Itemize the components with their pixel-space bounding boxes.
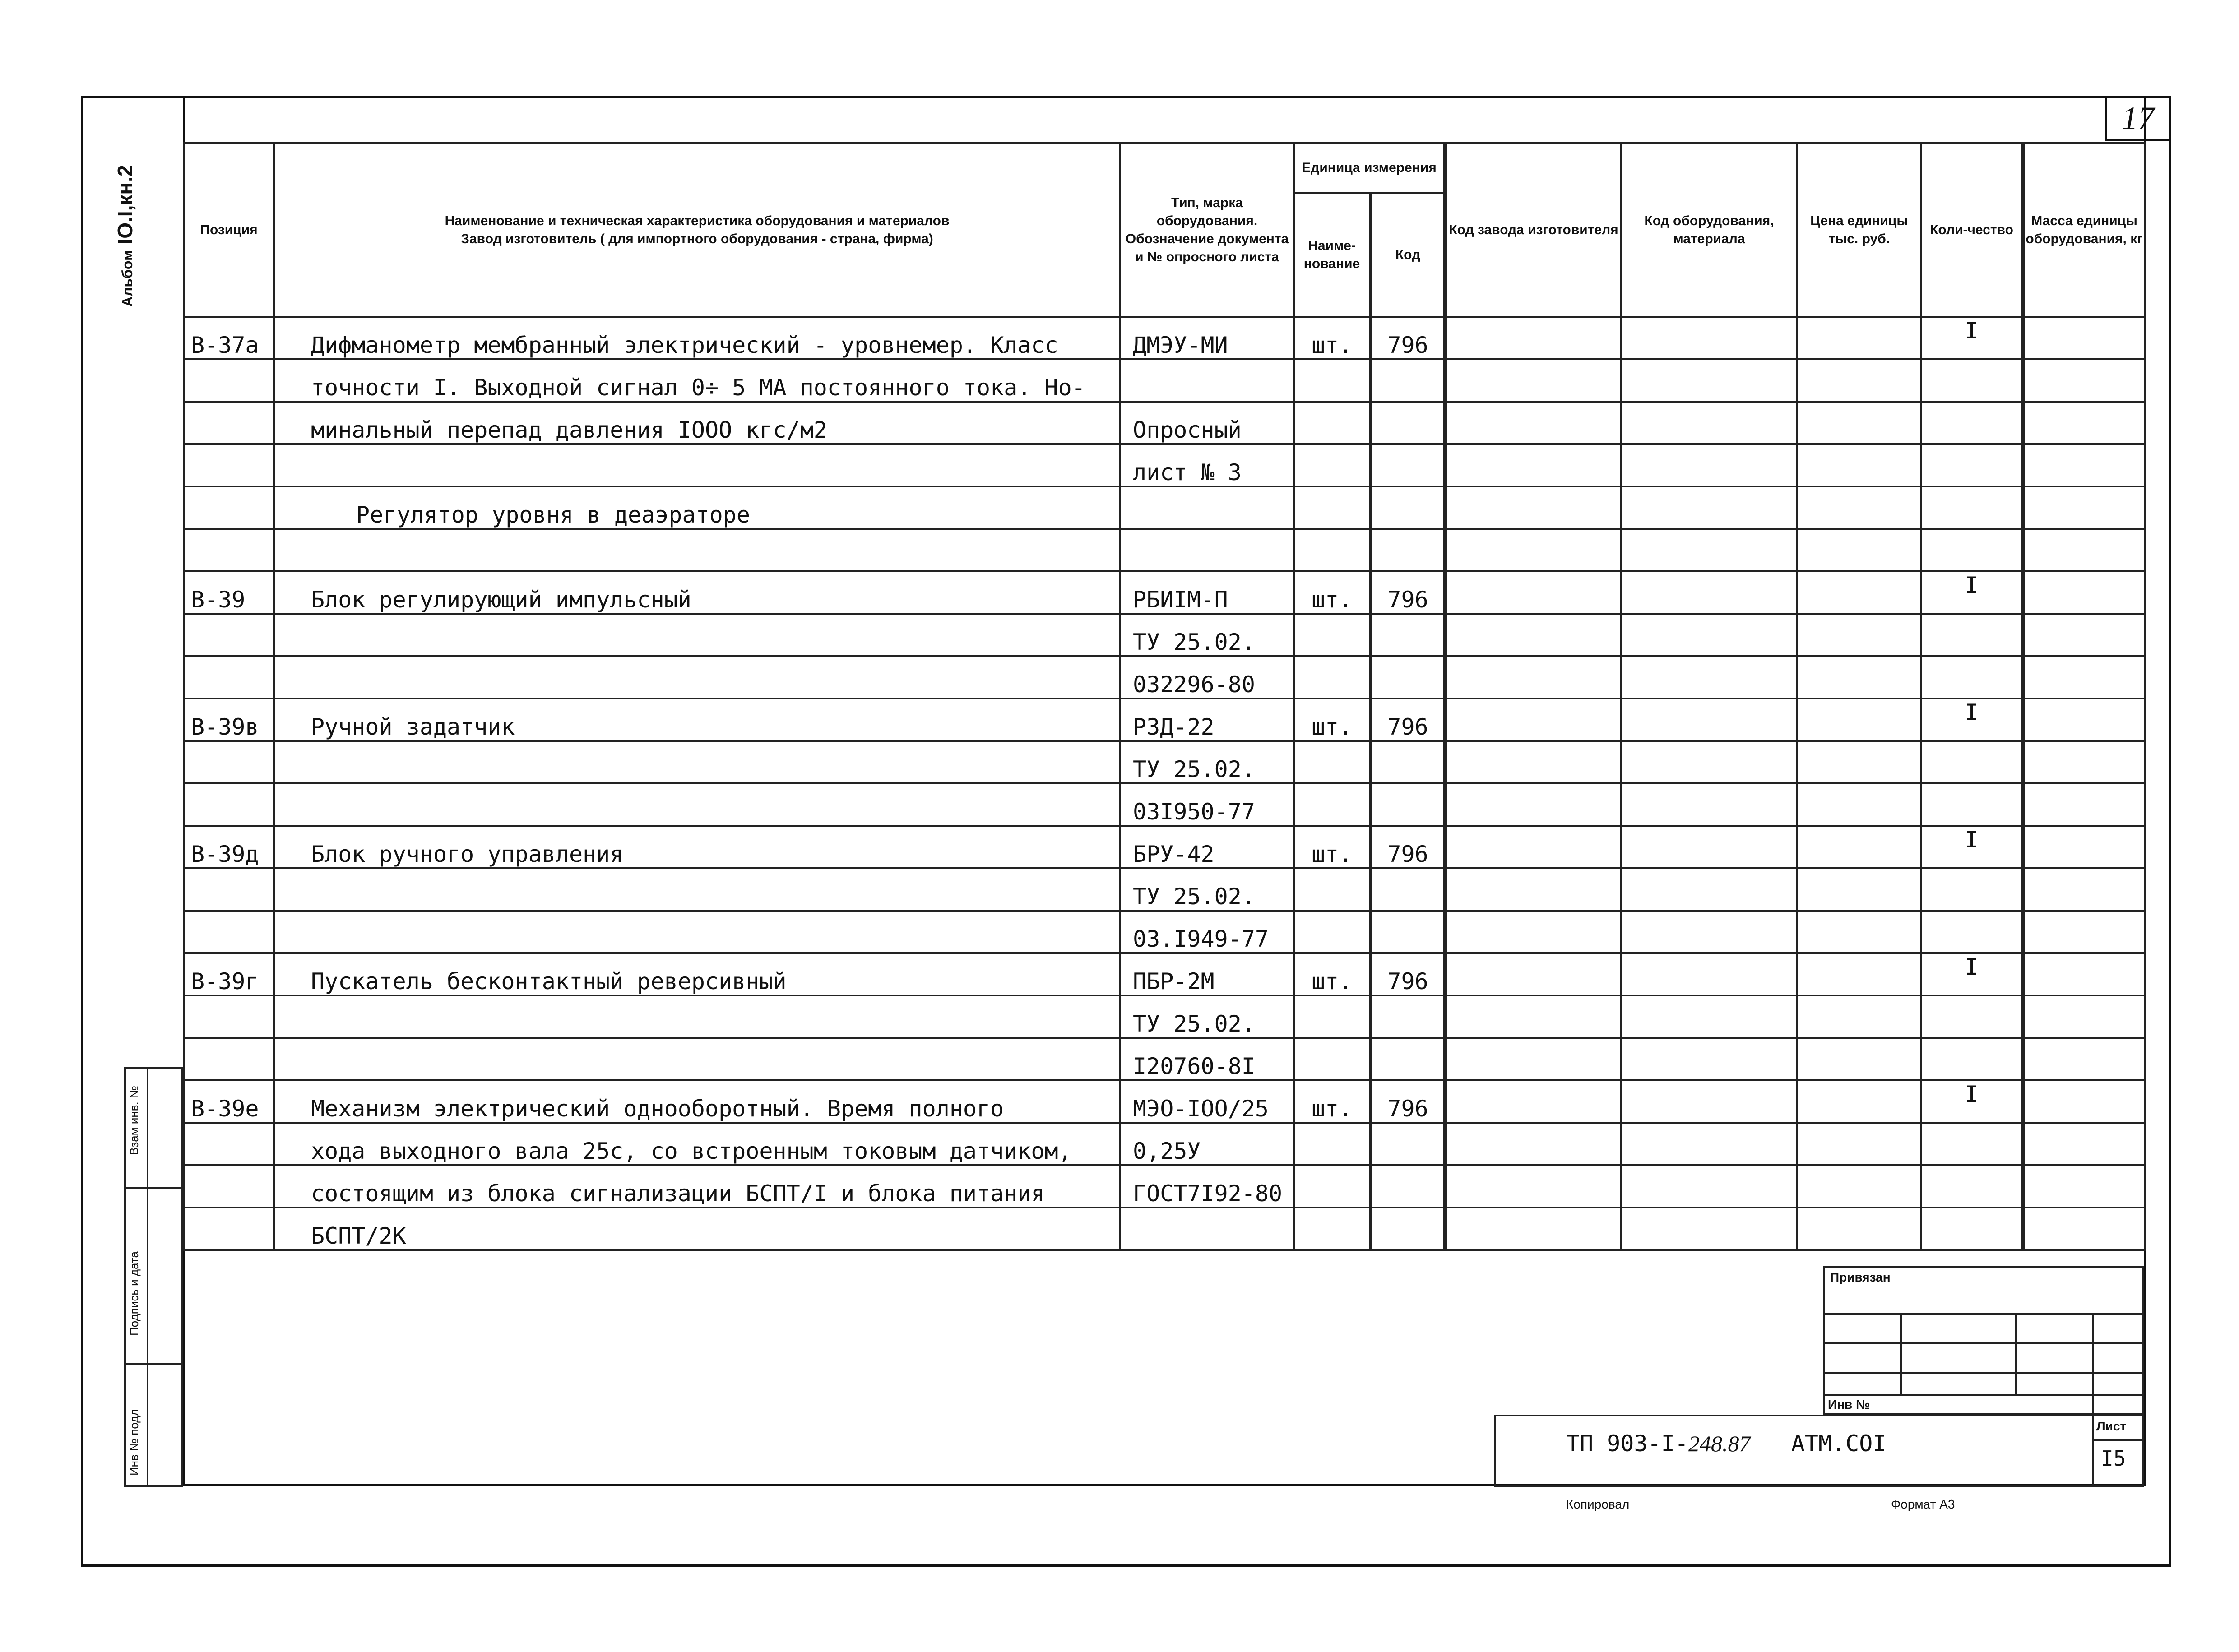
row-name: точности I. Выходной сигнал 0÷ 5 МА постоянного тока. Но- [274,359,1120,402]
table-row [184,1208,2145,1250]
table-row [184,741,2145,783]
document-code-handwritten: 248.87 [1688,1431,1751,1456]
row-name: БСПТ/2К [274,1208,1120,1250]
row-quantity: I [1921,317,2023,359]
row-price [1797,953,1921,995]
row-unit-name [1294,995,1371,1038]
row-unit-name [1294,656,1371,699]
row-unit-name: шт. [1294,953,1371,995]
row-price [1797,699,1921,741]
row-quantity [1921,911,2023,953]
row-unit-code [1371,529,1445,571]
row-unit-name [1294,868,1371,911]
row-unit-code [1371,995,1445,1038]
row-price [1797,402,1921,444]
row-plant-code [1445,1208,1621,1250]
header-type: Тип, марка оборудования. Обозначение документа и № опросного листа [1120,143,1294,317]
row-price [1797,444,1921,486]
row-position: В-39г [184,953,274,995]
row-name [274,529,1120,571]
row-name [274,995,1120,1038]
row-unit-code [1371,402,1445,444]
row-name [274,656,1120,699]
row-position [184,1038,274,1080]
row-mass [2023,995,2145,1038]
bound-grid-line [1823,1394,2144,1396]
row-position [184,911,274,953]
row-price [1797,868,1921,911]
row-name: Ручной задатчик [274,699,1120,741]
header-position: Позиция [184,143,274,317]
row-equipment-code [1621,444,1797,486]
document-code-suffix: АТМ.COI [1791,1430,1887,1457]
album-number: IO.I,кн.2 [113,165,137,245]
row-equipment-code [1621,868,1797,911]
row-type: лист № 3 [1120,444,1294,486]
row-quantity: I [1921,826,2023,868]
row-position: В-39е [184,1080,274,1123]
header-plant-code: Код завода изготовителя [1445,143,1621,317]
title-block-hline [2092,1439,2144,1441]
row-unit-name [1294,1165,1371,1208]
table-row [184,868,2145,911]
table-row [184,571,2145,614]
row-price [1797,741,1921,783]
row-unit-code [1371,1123,1445,1165]
specification-table [183,142,2146,1251]
row-type: Опросный [1120,402,1294,444]
row-plant-code [1445,783,1621,826]
row-position [184,486,274,529]
row-equipment-code [1621,359,1797,402]
row-unit-code [1371,783,1445,826]
row-mass [2023,614,2145,656]
bound-stamp-box [1823,1266,2144,1415]
row-quantity [1921,529,2023,571]
document-code-prefix: ТП 903-I- [1566,1430,1688,1457]
row-equipment-code [1621,402,1797,444]
row-name [274,741,1120,783]
album-label [113,165,137,307]
row-mass [2023,317,2145,359]
table-row [184,614,2145,656]
row-unit-name: шт. [1294,826,1371,868]
row-position [184,1208,274,1250]
row-equipment-code [1621,529,1797,571]
bound-grid-vline [2015,1313,2017,1394]
table-row [184,953,2145,995]
row-plant-code [1445,995,1621,1038]
table-row [184,656,2145,699]
row-price [1797,826,1921,868]
row-equipment-code [1621,1208,1797,1250]
row-type: РЗД-22 [1120,699,1294,741]
row-equipment-code [1621,699,1797,741]
album-prefix: Альбом [119,250,135,307]
row-price [1797,1080,1921,1123]
table-row [184,995,2145,1038]
stamp-label-replaced-inv: Взам инв. № [127,1086,141,1155]
row-plant-code [1445,444,1621,486]
row-plant-code [1445,656,1621,699]
format-label: Формат А3 [1891,1497,1955,1511]
row-type [1120,1208,1294,1250]
row-position [184,741,274,783]
row-unit-code [1371,868,1445,911]
row-unit-code [1371,1165,1445,1208]
header-unit-code: Код [1371,193,1445,317]
row-equipment-code [1621,614,1797,656]
row-mass [2023,1123,2145,1165]
row-unit-code [1371,911,1445,953]
row-equipment-code [1621,486,1797,529]
row-equipment-code [1621,1165,1797,1208]
row-mass [2023,656,2145,699]
row-type: ТУ 25.02. [1120,614,1294,656]
row-price [1797,1038,1921,1080]
row-plant-code [1445,826,1621,868]
row-quantity: I [1921,699,2023,741]
row-quantity [1921,1123,2023,1165]
row-position [184,614,274,656]
row-quantity [1921,741,2023,783]
row-equipment-code [1621,911,1797,953]
table-row [184,402,2145,444]
row-type: МЭО-IOO/25 [1120,1080,1294,1123]
inv-label: Инв № [1828,1397,1870,1411]
copied-by-label: Копировал [1566,1497,1630,1511]
row-mass [2023,783,2145,826]
row-quantity [1921,783,2023,826]
row-equipment-code [1621,953,1797,995]
row-name [274,783,1120,826]
row-position [184,529,274,571]
row-position: В-39в [184,699,274,741]
table-row [184,359,2145,402]
row-unit-code: 796 [1371,1080,1445,1123]
document-code [1566,1430,1886,1457]
row-mass [2023,529,2145,571]
row-price [1797,995,1921,1038]
row-unit-name: шт. [1294,317,1371,359]
row-quantity: I [1921,1080,2023,1123]
bound-grid-line [1823,1372,2144,1374]
row-unit-name [1294,402,1371,444]
header-name: Наименование и техническая характеристика оборудования и материалов Завод изготовитель ( для импортного оборудования - страна, фирма) [274,143,1120,317]
header-unit-name: Наиме-нование [1294,193,1371,317]
row-quantity [1921,1165,2023,1208]
row-plant-code [1445,402,1621,444]
row-unit-code [1371,741,1445,783]
row-price [1797,911,1921,953]
row-mass [2023,911,2145,953]
row-mass [2023,826,2145,868]
header-mass: Масса единицы оборудования, кг [2023,143,2145,317]
row-type [1120,359,1294,402]
row-plant-code [1445,614,1621,656]
row-unit-code [1371,614,1445,656]
row-equipment-code [1621,1123,1797,1165]
sheet-value: I5 [2101,1446,2126,1471]
header-unit-group: Единица измерения [1294,143,1445,193]
table-row [184,699,2145,741]
row-mass [2023,402,2145,444]
row-plant-code [1445,911,1621,953]
row-type [1120,529,1294,571]
row-mass [2023,571,2145,614]
row-type: 03I950-77 [1120,783,1294,826]
row-equipment-code [1621,826,1797,868]
row-mass [2023,486,2145,529]
row-type: ТУ 25.02. [1120,995,1294,1038]
row-type: 032296-80 [1120,656,1294,699]
header-equipment-code: Код оборудования, материала [1621,143,1797,317]
row-unit-name: шт. [1294,1080,1371,1123]
stamp-label-original-inv: Инв № подл [127,1409,141,1476]
row-position [184,1165,274,1208]
row-plant-code [1445,486,1621,529]
row-plant-code [1445,868,1621,911]
row-quantity [1921,402,2023,444]
row-plant-code [1445,317,1621,359]
row-position [184,402,274,444]
row-plant-code [1445,1080,1621,1123]
title-block-vline [2092,1415,2094,1487]
row-mass [2023,1080,2145,1123]
row-price [1797,359,1921,402]
row-name: Регулятор уровня в деаэраторе [274,486,1120,529]
row-unit-name [1294,1208,1371,1250]
row-plant-code [1445,699,1621,741]
row-unit-name [1294,1123,1371,1165]
row-type: 03.I949-77 [1120,911,1294,953]
row-price [1797,1165,1921,1208]
row-plant-code [1445,1123,1621,1165]
row-type: РБИIМ-П [1120,571,1294,614]
row-name [274,444,1120,486]
row-quantity: I [1921,953,2023,995]
row-name [274,868,1120,911]
bound-grid-line [1823,1342,2144,1344]
row-position [184,995,274,1038]
row-name: хода выходного вала 25с, со встроенным токовым датчиком, [274,1123,1120,1165]
table-row [184,1038,2145,1080]
row-unit-code [1371,1038,1445,1080]
row-unit-name [1294,359,1371,402]
row-unit-name [1294,444,1371,486]
row-price [1797,1208,1921,1250]
row-mass [2023,359,2145,402]
table-row [184,911,2145,953]
row-plant-code [1445,1165,1621,1208]
row-unit-code: 796 [1371,953,1445,995]
row-type: 0,25У [1120,1123,1294,1165]
row-type: I20760-8I [1120,1038,1294,1080]
table-row [184,317,2145,359]
row-quantity [1921,868,2023,911]
row-unit-name [1294,486,1371,529]
row-quantity [1921,1038,2023,1080]
row-unit-name [1294,911,1371,953]
row-price [1797,486,1921,529]
row-unit-code [1371,1208,1445,1250]
row-unit-code [1371,359,1445,402]
table-row [184,486,2145,529]
row-mass [2023,741,2145,783]
row-quantity [1921,995,2023,1038]
row-position [184,656,274,699]
bound-grid-line [1823,1313,2144,1315]
row-unit-code [1371,656,1445,699]
bound-grid-vline [1900,1313,1902,1394]
row-unit-name [1294,529,1371,571]
row-unit-name: шт. [1294,699,1371,741]
row-name: минальный перепад давления IOOO кгс/м2 [274,402,1120,444]
row-quantity [1921,486,2023,529]
row-unit-name: шт. [1294,571,1371,614]
row-mass [2023,1165,2145,1208]
row-quantity: I [1921,571,2023,614]
row-name: Механизм электрический однооборотный. Время полного [274,1080,1120,1123]
row-name: Пускатель бесконтактный реверсивный [274,953,1120,995]
row-price [1797,614,1921,656]
row-quantity [1921,359,2023,402]
row-position [184,1123,274,1165]
row-price [1797,783,1921,826]
row-mass [2023,1038,2145,1080]
table-row [184,1080,2145,1123]
stamp-row-divider [124,1363,183,1365]
row-type: БРУ-42 [1120,826,1294,868]
specification-body [184,317,2145,1250]
row-equipment-code [1621,783,1797,826]
header-quantity: Коли-чество [1921,143,2023,317]
row-mass [2023,444,2145,486]
row-position: В-39д [184,826,274,868]
row-position [184,868,274,911]
row-name: Блок регулирующий импульсный [274,571,1120,614]
row-mass [2023,868,2145,911]
header-price: Цена единицы тыс. руб. [1797,143,1921,317]
table-row [184,444,2145,486]
row-unit-code: 796 [1371,571,1445,614]
row-unit-code [1371,486,1445,529]
row-unit-name [1294,741,1371,783]
row-position [184,444,274,486]
row-quantity [1921,656,2023,699]
row-name [274,911,1120,953]
row-price [1797,529,1921,571]
row-plant-code [1445,571,1621,614]
row-equipment-code [1621,741,1797,783]
row-type: ПБР-2М [1120,953,1294,995]
row-unit-code: 796 [1371,317,1445,359]
row-plant-code [1445,529,1621,571]
row-name: состоящим из блока сигнализации БСПТ/I и блока питания [274,1165,1120,1208]
row-unit-code: 796 [1371,826,1445,868]
row-equipment-code [1621,1080,1797,1123]
row-equipment-code [1621,317,1797,359]
row-plant-code [1445,953,1621,995]
bound-label: Привязан [1830,1270,1891,1284]
row-quantity [1921,614,2023,656]
row-price [1797,571,1921,614]
table-row [184,826,2145,868]
row-position [184,783,274,826]
stamp-row-divider [124,1187,183,1189]
row-type [1120,486,1294,529]
row-equipment-code [1621,1038,1797,1080]
row-equipment-code [1621,995,1797,1038]
row-name: Дифманометр мембранный электрический - уровнемер. Класс [274,317,1120,359]
row-mass [2023,699,2145,741]
row-plant-code [1445,741,1621,783]
sheet-number: 17 [2105,96,2169,141]
row-unit-name [1294,614,1371,656]
row-price [1797,317,1921,359]
row-quantity [1921,1208,2023,1250]
row-type: ТУ 25.02. [1120,741,1294,783]
row-unit-code [1371,444,1445,486]
row-position [184,359,274,402]
row-unit-name [1294,1038,1371,1080]
table-row [184,783,2145,826]
row-mass [2023,1208,2145,1250]
stamp-label-signature-date: Подпись и дата [127,1251,141,1336]
row-unit-name [1294,783,1371,826]
table-row [184,1165,2145,1208]
row-equipment-code [1621,571,1797,614]
row-equipment-code [1621,656,1797,699]
row-type: ГОСТ7I92-80 [1120,1165,1294,1208]
row-mass [2023,953,2145,995]
row-type: ДМЭУ-МИ [1120,317,1294,359]
table-row [184,529,2145,571]
row-position: В-37а [184,317,274,359]
row-price [1797,1123,1921,1165]
sheet-label: Лист [2096,1419,2127,1433]
row-name [274,614,1120,656]
row-name [274,1038,1120,1080]
bound-grid-vline [2092,1313,2094,1415]
row-plant-code [1445,1038,1621,1080]
row-position: В-39 [184,571,274,614]
row-type: ТУ 25.02. [1120,868,1294,911]
stamp-column-divider [147,1067,148,1487]
row-quantity [1921,444,2023,486]
row-price [1797,656,1921,699]
table-row [184,1123,2145,1165]
row-unit-code: 796 [1371,699,1445,741]
row-name: Блок ручного управления [274,826,1120,868]
row-plant-code [1445,359,1621,402]
